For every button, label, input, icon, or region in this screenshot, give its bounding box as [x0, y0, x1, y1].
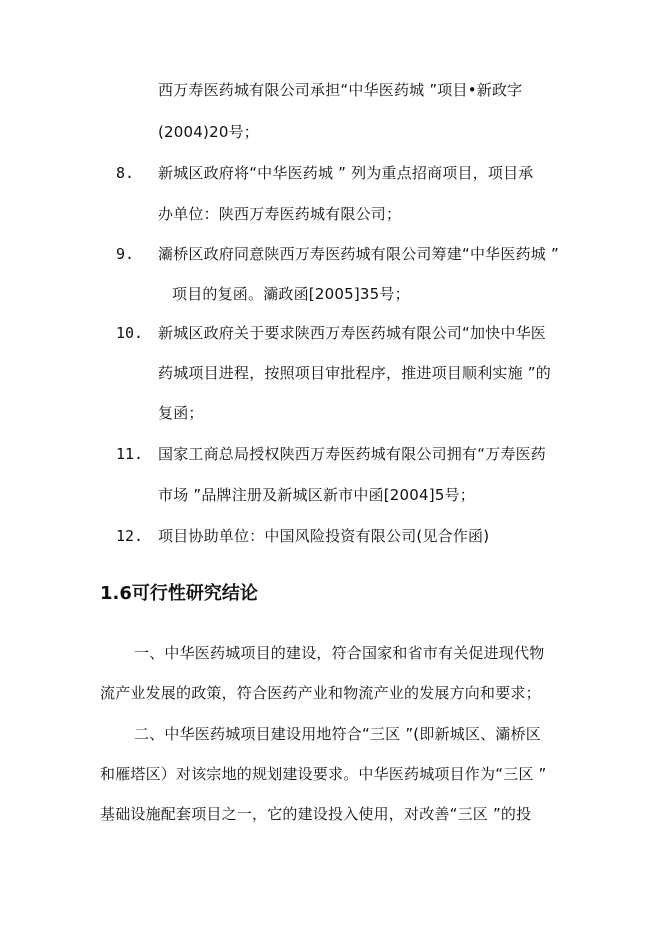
list-item-text: 市场 ”品牌注册及新城区新市中函[2004]5号；: [158, 486, 475, 504]
list-item-text: 复函；: [158, 404, 204, 422]
list-item-text: 西万寿医药城有限公司承担“中华医药城 ”项目•新政字: [158, 81, 523, 99]
list-item-text: 灞桥区政府同意陕西万寿医药城有限公司筹建“中华医药城 ”: [158, 245, 559, 263]
list-item-text: 药城项目进程，按照项目审批程序，推进项目顺利实施 ”的: [158, 364, 551, 382]
list-item-text: 新城区政府关于要求陕西万寿医药城有限公司“加快中华医: [158, 324, 546, 342]
list-item-number: 8.: [116, 164, 135, 182]
paragraph-line: 流产业发展的政策，符合医药产业和物流产业的发展方向和要求；: [100, 684, 541, 702]
list-item-text: (2004)20号；: [158, 123, 259, 141]
list-item-number: 9.: [116, 245, 135, 263]
list-item-text: 项目协助单位：中国风险投资有限公司(见合作函): [158, 527, 490, 545]
paragraph-line: 一、中华医药城项目的建设，符合国家和省市有关促进现代物: [134, 644, 545, 662]
paragraph-line: 和雁塔区）对该宗地的规划建设要求。中华医药城项目作为“三区 ”: [100, 765, 547, 783]
list-item-text: 项目的复函。灞政函[2005]35号；: [172, 285, 410, 303]
list-item-text: 办单位：陕西万寿医药城有限公司；: [158, 205, 402, 223]
paragraph-line: 二、中华医药城项目建设用地符合“三区 ”(即新城区、灞桥区: [134, 725, 541, 743]
paragraph-line: 基础设施配套项目之一，它的建设投入使用，对改善“三区 ”的投: [100, 805, 532, 823]
list-item-text: 新城区政府将“中华医药城 ” 列为重点招商项目，项目承: [158, 164, 534, 182]
section-heading: 1.6可行性研究结论: [100, 583, 258, 604]
list-item-text: 国家工商总局授权陕西万寿医药城有限公司拥有“万寿医药: [158, 445, 546, 463]
list-item-number: 11.: [116, 445, 144, 463]
list-item-number: 12.: [116, 527, 144, 545]
list-item-number: 10.: [116, 324, 144, 342]
